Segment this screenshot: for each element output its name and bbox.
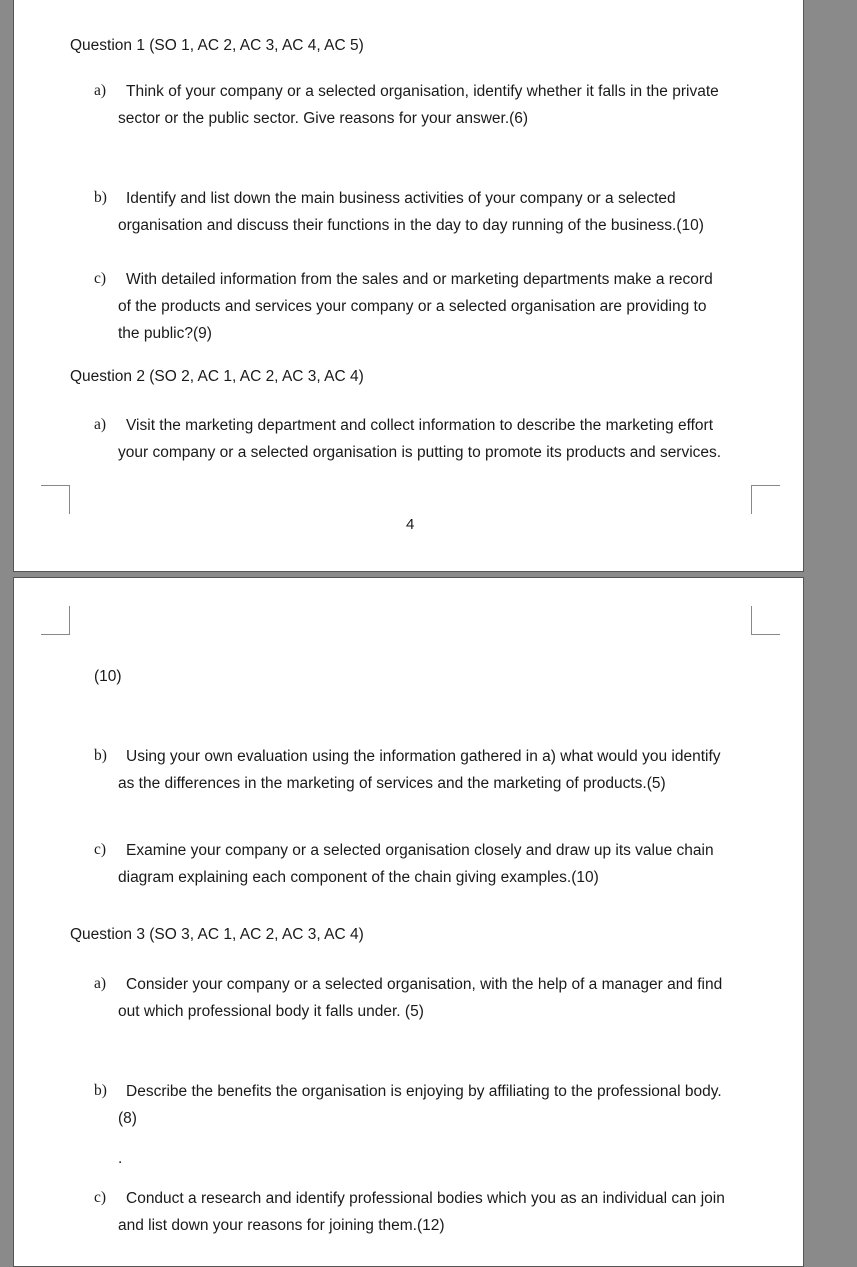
q3-c-line1: Conduct a research and identify professional bodies which you as an individual can join	[126, 1190, 725, 1207]
question-2-heading: Question 2 (SO 2, AC 1, AC 2, AC 3, AC 4)	[70, 368, 364, 385]
question-1-heading: Question 1 (SO 1, AC 2, AC 3, AC 4, AC 5)	[70, 37, 364, 54]
q2-a-marks-carryover: (10)	[94, 668, 122, 685]
crop-mark-bottom-right	[751, 485, 780, 514]
page-number: 4	[406, 516, 415, 533]
crop-mark-top-left	[41, 606, 70, 635]
q3-a-label: a)	[94, 975, 107, 992]
q3-b-line2: (8)	[118, 1110, 137, 1127]
document-page-5	[13, 577, 804, 1267]
q2-b-label: b)	[94, 747, 107, 764]
q2-a-line2: your company or a selected organisation is putting to promote its products and services.	[118, 444, 722, 461]
q1-a-line1: Think of your company or a selected organisation, identify whether it falls in the private	[126, 83, 719, 100]
q2-a-label: a)	[94, 416, 107, 433]
q1-c-line3: the public?(9)	[118, 325, 212, 342]
q3-a-line2: out which professional body it falls under. (5)	[118, 1003, 424, 1020]
q2-a-line1: Visit the marketing department and collect information to describe the marketing effort	[126, 417, 714, 434]
q2-b-line1: Using your own evaluation using the information gathered in a) what would you identify	[126, 748, 721, 765]
q2-b-line2: as the differences in the marketing of services and the marketing of products.(5)	[118, 775, 666, 792]
q2-c-line1: Examine your company or a selected organisation closely and draw up its value chain	[126, 842, 714, 859]
q1-a-label: a)	[94, 82, 107, 99]
q1-b-line1: Identify and list down the main business activities of your company or a selected	[126, 190, 676, 207]
document-page-4	[13, 0, 804, 572]
crop-mark-bottom-left	[41, 485, 70, 514]
q1-a-line2: sector or the public sector. Give reasons for your answer.(6)	[118, 110, 529, 127]
q3-b-label: b)	[94, 1082, 107, 1099]
q1-b-label: b)	[94, 189, 107, 206]
q1-c-line1: With detailed information from the sales and or marketing departments make a record	[126, 271, 713, 288]
q3-b-line1: Describe the benefits the organisation is enjoying by affiliating to the professional body.	[126, 1083, 722, 1100]
q1-c-line2: of the products and services your company or a selected organisation are providing to	[118, 298, 707, 315]
q3-c-label: c)	[94, 1189, 107, 1206]
question-3-heading: Question 3 (SO 3, AC 1, AC 2, AC 3, AC 4)	[70, 926, 364, 943]
q3-a-line1: Consider your company or a selected organisation, with the help of a manager and find	[126, 976, 723, 993]
q2-c-line2: diagram explaining each component of the chain giving examples.(10)	[118, 869, 599, 886]
stray-dot: .	[118, 1150, 123, 1167]
crop-mark-top-right	[751, 606, 780, 635]
q1-c-label: c)	[94, 270, 107, 287]
q2-c-label: c)	[94, 841, 107, 858]
q1-b-line2: organisation and discuss their functions in the day to day running of the business.(10)	[118, 217, 704, 234]
q3-c-line2: and list down your reasons for joining them.(12)	[118, 1217, 445, 1234]
